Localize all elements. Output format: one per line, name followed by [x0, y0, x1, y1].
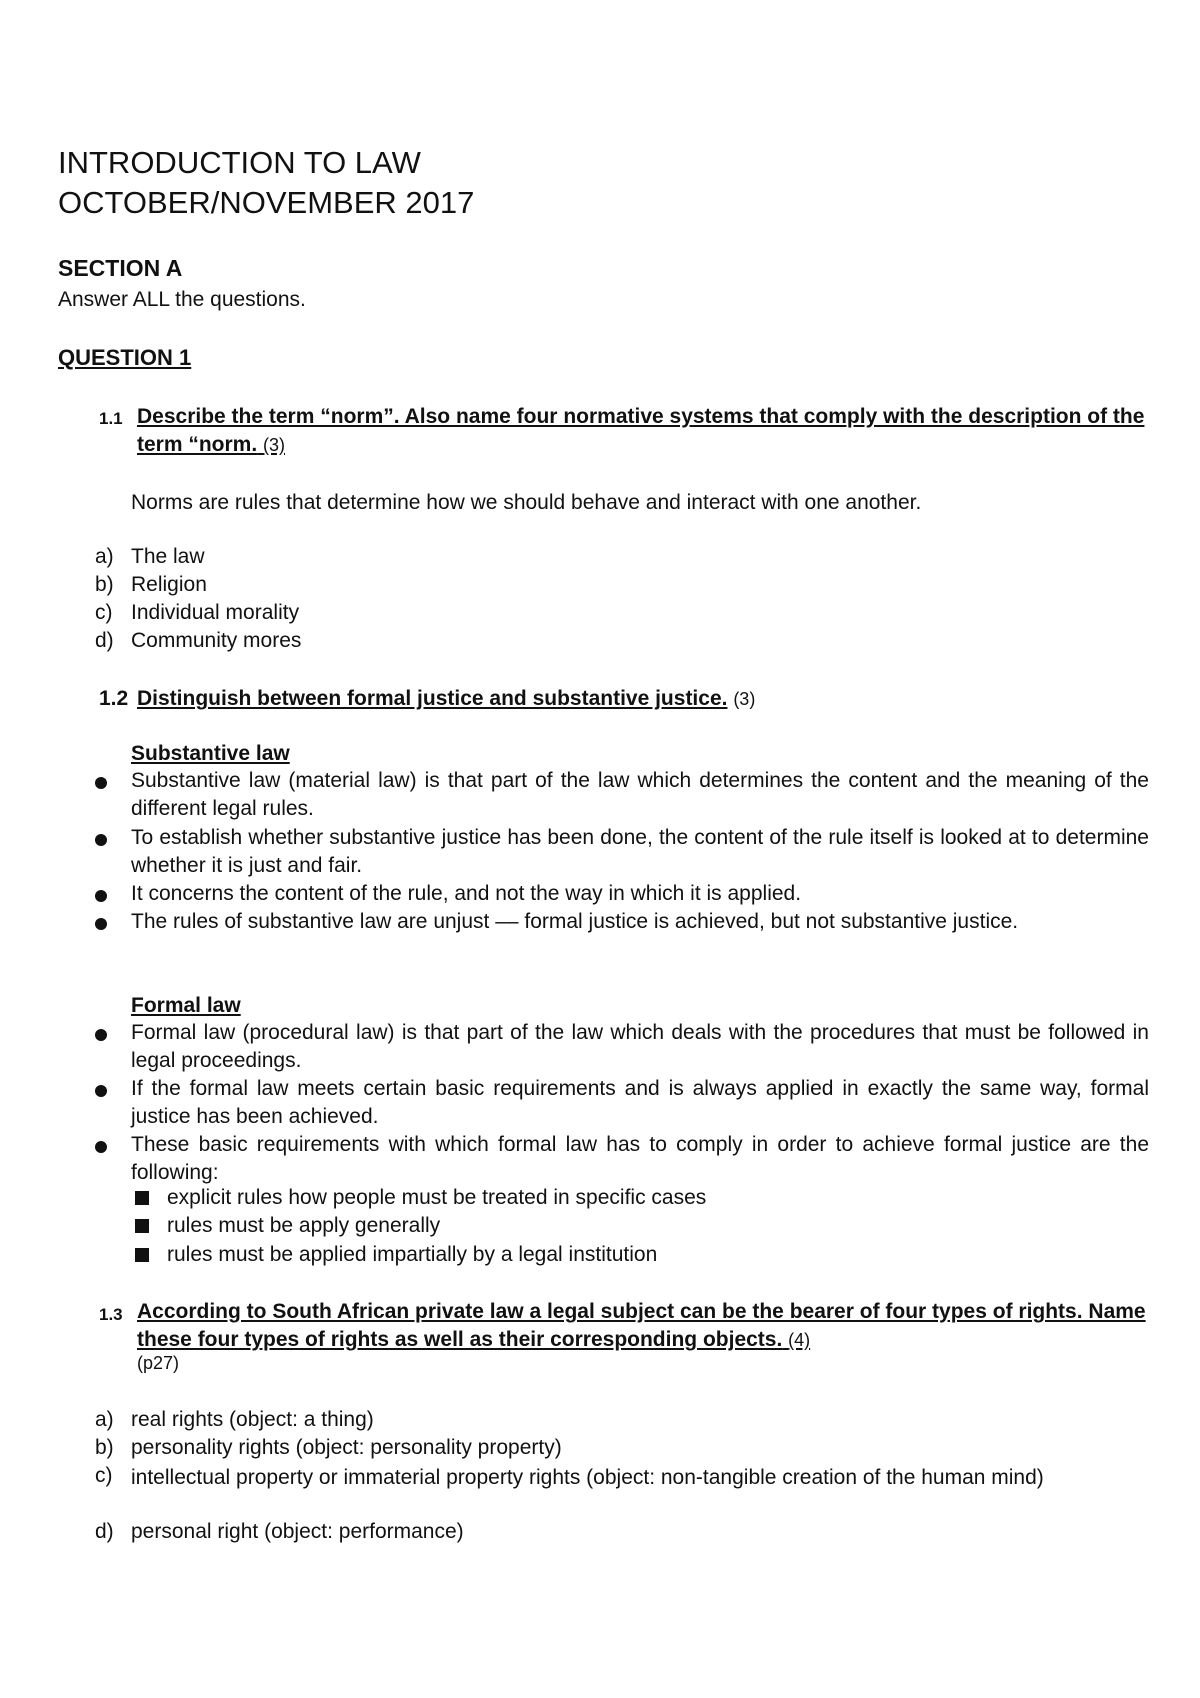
q1-1-answer: Norms are rules that determine how we should behave and interact with one another. [131, 491, 922, 514]
q1-1-item-text: The law [131, 545, 205, 568]
q1-1-item-label: d) [95, 629, 114, 652]
bullet-icon [95, 1085, 107, 1097]
q1-1-item-text: Individual morality [131, 601, 300, 624]
q1-1-item-label: c) [95, 601, 113, 624]
bullet-icon [95, 1029, 107, 1041]
square-bullet-icon [135, 1248, 149, 1262]
formal-sub-bullet: rules must be applied impartially by a legal institution [167, 1243, 658, 1266]
q1-3-item-label: a) [95, 1408, 114, 1431]
q1-3-item-label: b) [95, 1436, 114, 1459]
q1-3-item-label: d) [95, 1520, 114, 1543]
q1-1-item-text: Community mores [131, 629, 302, 652]
substantive-bullet: It concerns the content of the rule, and not the way in which it is applied. [131, 882, 802, 905]
q1-3-item-text: personality rights (object: personality property) [131, 1436, 562, 1459]
bullet-icon [95, 918, 107, 930]
q1-3-item-label: c) [95, 1464, 113, 1487]
formal-bullet: If the formal law meets certain basic requirements and is always applied in exactly the same way, formal justice has been achieved. [131, 1077, 1149, 1128]
substantive-bullet: To establish whether substantive justice has been done, the content of the rule itself is looked at to determine whether it is just and fair. [131, 826, 1149, 877]
question-heading: QUESTION 1 [58, 345, 192, 370]
q1-3-number: 1.3 [99, 1305, 123, 1324]
document-title: INTRODUCTION TO LAW [58, 145, 421, 180]
q1-3-item-text: intellectual property or immaterial property rights (object: non-tangible creation of the human mind) [131, 1466, 1044, 1489]
bullet-icon [95, 1141, 107, 1153]
q1-1-item-label: b) [95, 573, 114, 596]
formal-bullet: Formal law (procedural law) is that part of the law which deals with the procedures that must be followed in legal proceedings. [131, 1021, 1149, 1072]
document-subtitle: OCTOBER/NOVEMBER 2017 [58, 185, 475, 220]
q1-1-number: 1.1 [99, 409, 123, 428]
q1-3-item-text: real rights (object: a thing) [131, 1408, 374, 1431]
section-title: SECTION A [58, 255, 183, 281]
q1-2-marks: (3) [733, 689, 756, 709]
bullet-icon [95, 834, 107, 846]
section-instruction: Answer ALL the questions. [58, 288, 306, 311]
square-bullet-icon [135, 1191, 149, 1205]
q1-3-question-text: According to South African private law a legal subject can be the bearer of four types of rights. Name these four types of rights as well as their corresponding objects. [137, 1300, 1146, 1351]
bullet-icon [95, 777, 107, 789]
q1-3-page-ref: (p27) [137, 1353, 180, 1373]
q1-3-question [137, 1298, 1149, 1354]
formal-bullet: These basic requirements with which formal law has to comply in order to achieve formal justice are the following: [131, 1133, 1149, 1184]
substantive-bullet: Substantive law (material law) is that part of the law which determines the content and the meaning of the different legal rules. [131, 769, 1149, 820]
q1-1-item-text: Religion [131, 573, 207, 596]
substantive-bullet: The rules of substantive law are unjust –– formal justice is achieved, but not substantive justice. [131, 910, 1019, 933]
formal-sub-bullet: explicit rules how people must be treated in specific cases [167, 1186, 707, 1209]
bullet-icon [95, 890, 107, 902]
q1-3-item-text: personal right (object: performance) [131, 1520, 464, 1543]
q1-3-marks: (4) [788, 1330, 811, 1350]
q1-2-number: 1.2 [99, 687, 129, 710]
substantive-law-heading: Substantive law [131, 742, 290, 765]
q1-2-question-text: Distinguish between formal justice and substantive justice. [137, 687, 728, 710]
formal-sub-bullet: rules must be apply generally [167, 1214, 441, 1237]
q1-1-question-text: Describe the term “norm”. Also name four normative systems that comply with the description of the term “norm. [137, 405, 1145, 456]
formal-law-heading: Formal law [131, 994, 241, 1017]
q1-1-item-label: a) [95, 545, 114, 568]
square-bullet-icon [135, 1219, 149, 1233]
q1-2-question [137, 687, 755, 711]
q1-1-question [137, 403, 1149, 459]
q1-1-marks: (3) [263, 435, 286, 455]
